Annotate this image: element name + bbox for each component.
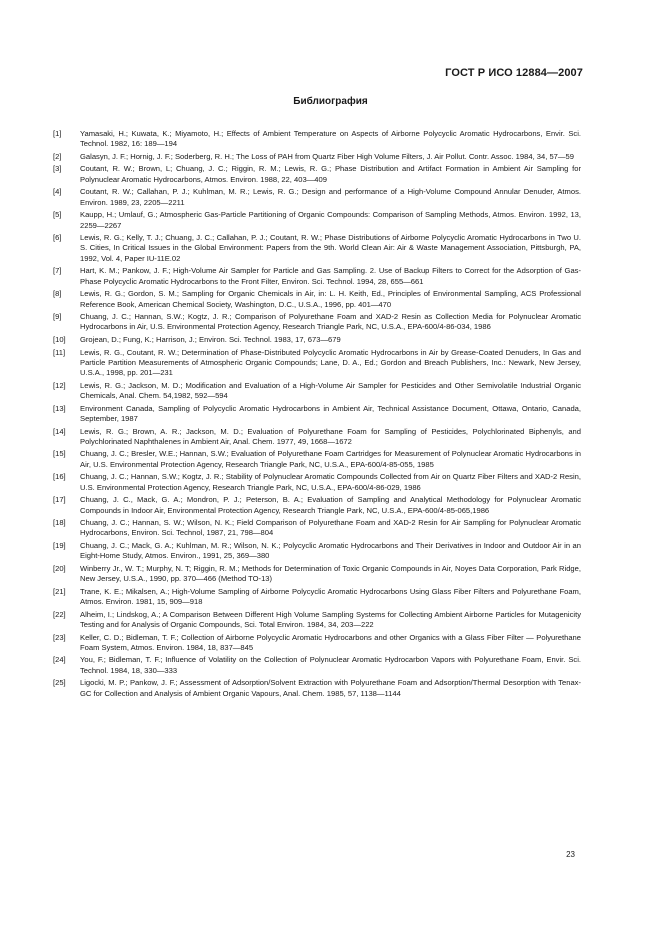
reference-item (53, 427, 581, 448)
reference-item (53, 266, 581, 287)
reference-number: [4] (53, 187, 62, 197)
reference-item (53, 210, 581, 231)
reference-item (53, 564, 581, 585)
reference-item (53, 678, 581, 699)
reference-item (53, 289, 581, 310)
reference-text: Grojean, D.; Fung, K.; Harrison, J.; Environ. Sci. Technol. 1983, 17, 673—679 (80, 335, 341, 345)
reference-text: Keller, C. D.; Bidleman, T. F.; Collection of Airborne Polycyclic Aromatic Hydrocarbons and other Organics with a Glass Fiber Filter — Polyurethane Foam System, Atmos. Environ. 1984, 18, 837—845 (80, 632, 581, 652)
reference-number: [25] (53, 678, 66, 688)
reference-text: Trane, K. E.; Mikalsen, A.; High-Volume Sampling of Airborne Polycyclic Aromatic Hydrocarbons Using Glass Fiber Filters and Polyurethane Foam, Atmos. Environ. 1981, 15, 909—918 (80, 586, 581, 607)
reference-item (53, 187, 581, 208)
reference-item (53, 610, 581, 631)
reference-item (53, 633, 581, 654)
reference-text: Chuang, J. C.; Hannan, S. W.; Wilson, N. K.; Field Comparison of Polyurethane Foam and XAD-2 Resin for Air Sampling for Polynuclear Aromatic Hydrocarbons, Environ. Sci. Technol, 1987, 21, 798—804 (80, 518, 581, 538)
reference-text: Hart, K. M.; Pankow, J. F.; High-Volume Air Sampler for Particle and Gas Sampling. 2. Use of Backup Filters to Correct for the Adsorption of Gas-Phase Polycyclic Aromatic Hydrocarbons to the Front Filter, Environ. Sci. Technol. 1994, 28, 655—661 (80, 266, 581, 286)
reference-text: Lewis, R. G.; Jackson, M. D.; Modification and Evaluation of a High-Volume Air Sampler for Pesticides and Other Semivolatile Industrial Organic Chemicals, Anal. Chem. 54,1982, 592—594 (80, 380, 581, 401)
standard-code: ГОСТ Р ИСО 12884—2007 (445, 67, 583, 79)
reference-item (53, 152, 581, 162)
reference-number: [1] (53, 129, 62, 138)
reference-list (53, 129, 581, 701)
reference-number: [13] (53, 403, 66, 413)
reference-number: [20] (53, 563, 66, 573)
reference-number: [9] (53, 312, 62, 322)
reference-text: Yamasaki, H.; Kuwata, K.; Miyamoto, H.; Effects of Ambient Temperature on Aspects of Airborne Polycyclic Aromatic Hydrocarbons, Envir. Sci. Technol. 1982, 16: 189—194 (80, 129, 581, 149)
reference-text: Coutant, R. W.; Callahan, P. J.; Kuhlman, M. R.; Lewis, R. G.; Design and performance of a High-Volume Compound Annular Denuder, Atmos. Environ. 1989, 23, 2205—2211 (80, 187, 581, 207)
reference-number: [3] (53, 164, 62, 174)
reference-text: Lewis, R. G.; Kelly, T. J.; Chuang, J. C.; Callahan, P. J.; Coutant, R. W.; Phase Distributions of Airborne Polycyclic Aromatic Hydrocarbons in Two U. S. Cities, In Critical Issues in the Global Environment: Papers from the 9th. World Clean Air: Air & Waste Management Association, Pittsburgh, PA, 1992, Vol. 4, Paper IU-11E.02 (80, 233, 581, 263)
reference-text: Ligocki, M. P.; Pankow, J. F.; Assessment of Adsorption/Solvent Extraction with Polyurethane Foam and Adsorption/Thermal Desorption with Tenax-GC for Collection and Analysis of Ambient Organic Vapours, Anal. Chem. 1985, 57, 1138—1144 (80, 678, 581, 698)
reference-number: [18] (53, 518, 66, 528)
reference-text: Kaupp, H.; Umlauf, G.; Atmospheric Gas-Particle Partitioning of Organic Compounds: Comparison of Sampling Methods, Atmos. Environ. 1992, 13, 2259—2267 (80, 210, 581, 230)
reference-text: Chuang, J. C.; Hannan, S.W.; Kogtz, J. R.; Comparison of Polyurethane Foam and XAD-2 Resin as Collection Media for Polynuclear Aromatic Hydrocarbons in Air, U.S. Environmental Protection Agency, Research Triangle Park, NC, U.S.A., EPA-600/4-86-034, 1986 (80, 312, 581, 332)
reference-text: Winberry Jr., W. T.; Murphy, N. T; Riggin, R. M.; Methods for Determination of Toxic Organic Compounds in Air, Noyes Data Corporation, Park Ridge, New Jersey, U.S.A., 1990, pp. 370—466 (Method TO-13) (80, 563, 581, 584)
reference-item (53, 348, 581, 379)
reference-item (53, 495, 581, 516)
reference-number: [8] (53, 289, 62, 299)
reference-text: Chuang, J. C., Mack, G. A.; Mondron, P. J.; Peterson, B. A.; Evaluation of Sampling and Analytical Methodology for Polynuclear Aromatic Compounds in Indoor Air, Environmental Protection Agency, Research Triangle Park, NC, U.S.A., EPA-600/4-85-065,1986 (80, 495, 581, 515)
reference-number: [11] (53, 347, 66, 357)
reference-item (53, 233, 581, 264)
reference-text: Chuang, J. C.; Bresler, W.E.; Hannan, S.W.; Evaluation of Polyurethane Foam Cartridges for Measurement of Polynuclear Aromatic Hydrocarbons in Air, U.S. Environmental Protection Agency, Research Triangle Park, NC, U.S.A., EPA-600/4-85-055, 1985 (80, 449, 581, 469)
reference-text: Lewis, R. G., Coutant, R. W.; Determination of Phase-Distributed Polycyclic Aromatic Hydrocarbons in Air by Grease-Coated Denuders, In Gas and Particle Partition Measurements of Atmospheric Organic Compounds; Lane, D. A., Ed.; Gordon and Breach Publishers, Inc.: Newark, New Jersey, U.S.A., 1998, pp. 201—231 (80, 347, 581, 378)
reference-number: [14] (53, 426, 66, 436)
reference-number: [19] (53, 541, 66, 551)
reference-item (53, 129, 581, 150)
reference-item (53, 472, 581, 493)
reference-text: Chuang, J. C.; Mack, G. A.; Kuhlman, M. R.; Wilson, N. K.; Polycyclic Aromatic Hydrocarbons and Their Derivatives in Indoor and Outdoor Air in an Eight-Home Study, Atmos. Environ., 1991, 25, 369—380 (80, 541, 581, 561)
reference-number: [24] (53, 655, 66, 665)
reference-item (53, 518, 581, 539)
reference-item (53, 541, 581, 562)
reference-text: Environment Canada, Sampling of Polycyclic Aromatic Hydrocarbons in Ambient Air, Technical Assistance Document, Ottawa, Ontario, Canada, September, 1987 (80, 403, 581, 423)
reference-number: [10] (53, 335, 66, 345)
reference-item (53, 404, 581, 425)
reference-item (53, 449, 581, 470)
reference-number: [12] (53, 380, 66, 390)
reference-number: [2] (53, 151, 62, 161)
reference-number: [6] (53, 233, 62, 243)
reference-number: [22] (53, 609, 66, 619)
reference-text: Chuang, J. C.; Hannan, S.W.; Kogtz, J. R.; Stability of Polynuclear Aromatic Compounds Collected from Air on Quartz Fiber Filters and XAD-2 Resin, U.S. Environmental Protection Agency, Research Triangle Park, NC, U.S.A., EPA-600/4-86-029, 1986 (80, 472, 581, 492)
reference-number: [21] (53, 586, 66, 596)
page-title: Библиография (293, 96, 368, 107)
reference-number: [23] (53, 632, 66, 642)
reference-number: [16] (53, 472, 66, 482)
reference-text: Alheim, I.; Lindskog, A.; A Comparison Between Different High Volume Sampling Systems for Collecting Ambient Airborne Particles for Mutagenicity Testing and for Analysis of Organic Compounds, Sci. Total Environ. 1984, 34, 203—222 (80, 609, 581, 629)
reference-item (53, 164, 581, 185)
reference-number: [17] (53, 495, 66, 505)
reference-item (53, 587, 581, 608)
reference-number: [7] (53, 266, 62, 276)
reference-text: Galasyn, J. F.; Hornig, J. F.; Soderberg, R. H.; The Loss of PAH from Quartz Fiber High Volume Filters, J. Air Pollut. Contr. Assoc. 1984, 34, 57—59 (80, 151, 574, 161)
reference-item (53, 381, 581, 402)
page-number: 23 (566, 850, 575, 859)
reference-item (53, 335, 581, 345)
reference-number: [5] (53, 210, 62, 220)
reference-text: Lewis, R. G.; Brown, A. R.; Jackson, M. D.; Evaluation of Polyurethane Foam for Sampling of Pesticides, Polychlorinated Biphenyls, and Polychlorinated Naphthalenes in Ambient Air, Anal. Chem. 1977, 49, 1668—1672 (80, 426, 581, 446)
reference-text: You, F.; Bidleman, T. F.; Influence of Volatility on the Collection of Polynuclear Aromatic Hydrocarbon Vapors with Polyurethane Foam, Envir. Sci. Technol. 1984, 18, 330—333 (80, 655, 581, 675)
reference-item (53, 655, 581, 676)
reference-item (53, 312, 581, 333)
reference-text: Lewis, R. G.; Gordon, S. M.; Sampling for Organic Chemicals in Air, in: L. H. Keith, Ed., Principles of Environmental Sampling, ACS Professional Reference Book, American Chemical Society, Washington, D.C., U.S.A., 1996, pp. 401—470 (80, 289, 581, 309)
reference-text: Coutant, R. W.; Brown, L; Chuang, J. C.; Riggin, R. M.; Lewis, R. G.; Phase Distribution and Artifact Formation in Ambient Air Sampling for Polynuclear Aromatic Hydrocarbons, Atmos. Environ. 1988, 22, 403—409 (80, 164, 581, 184)
reference-number: [15] (53, 449, 66, 459)
